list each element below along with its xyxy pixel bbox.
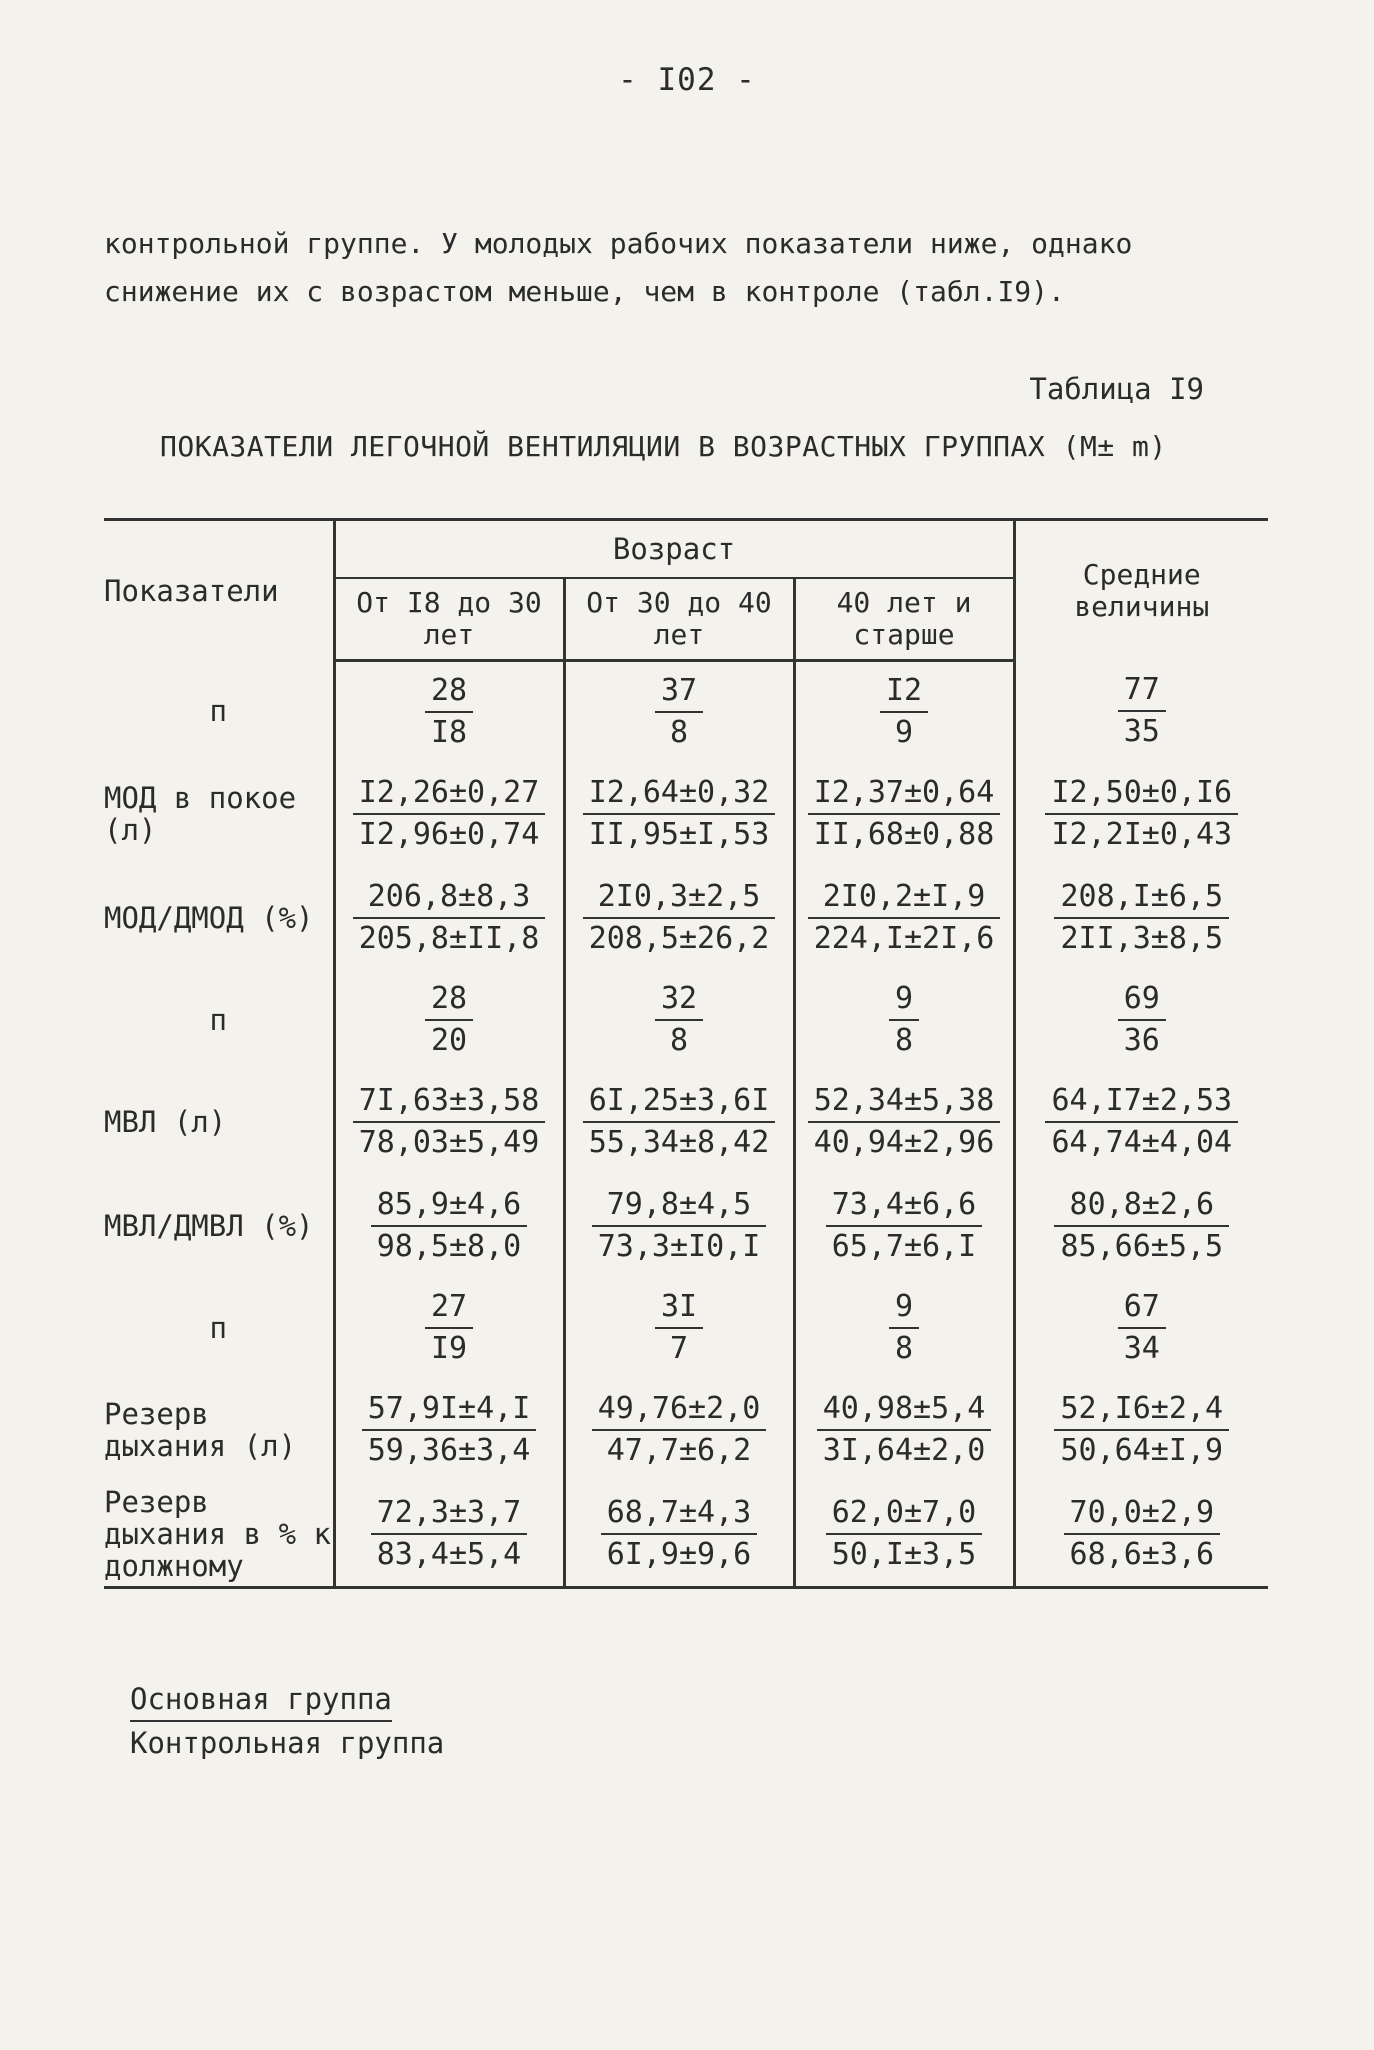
main-group-value: 67 — [1118, 1287, 1166, 1329]
header-average — [1014, 520, 1268, 661]
main-group-value: 2I0,2±I,9 — [808, 877, 1001, 919]
main-group-value: 52,34±5,38 — [808, 1081, 1001, 1123]
main-group-value: 85,9±4,6 — [371, 1185, 528, 1227]
main-group-value: 6I,25±3,6I — [583, 1081, 776, 1123]
header-age-40-plus: 40 лет и старше — [794, 578, 1014, 661]
value-cell — [1014, 1378, 1268, 1482]
fraction — [880, 671, 928, 753]
fraction — [583, 1081, 776, 1163]
fraction — [1045, 773, 1238, 855]
table-row — [104, 1278, 1268, 1378]
main-group-value: 62,0±7,0 — [826, 1493, 983, 1535]
value-cell — [564, 762, 794, 866]
table-row — [104, 1378, 1268, 1482]
control-group-value: 85,66±5,5 — [1060, 1229, 1224, 1264]
control-group-value: 50,I±3,5 — [831, 1537, 977, 1572]
fraction — [808, 1081, 1001, 1163]
fraction — [592, 1389, 767, 1471]
header-age: Возраст — [334, 520, 1014, 579]
fraction — [808, 773, 1001, 855]
row-label: МВЛ (л) — [104, 1070, 334, 1174]
fraction — [889, 979, 919, 1061]
fraction — [655, 979, 703, 1061]
row-label: Резерв дыхания (л) — [104, 1378, 334, 1482]
fraction — [425, 979, 473, 1061]
value-cell — [334, 661, 564, 763]
table-row — [104, 866, 1268, 970]
row-label: МВЛ/ДМВЛ (%) — [104, 1174, 334, 1278]
value-cell — [794, 866, 1014, 970]
fraction — [1054, 877, 1229, 959]
value-cell — [334, 1378, 564, 1482]
main-group-value: 9 — [889, 1287, 919, 1329]
control-group-value: 73,3±I0,I — [597, 1229, 761, 1264]
value-cell — [794, 1070, 1014, 1174]
row-label: п — [104, 661, 334, 763]
main-group-value: 37 — [655, 671, 703, 713]
fraction — [1045, 1081, 1238, 1163]
value-cell — [564, 1378, 794, 1482]
fraction — [583, 877, 776, 959]
row-label: Резерв дыхания в % к должному — [104, 1482, 334, 1588]
main-group-value: 79,8±4,5 — [592, 1185, 767, 1227]
main-group-value: 40,98±5,4 — [817, 1389, 992, 1431]
control-group-value: 65,7±6,I — [831, 1229, 977, 1264]
paragraph-line-2: снижение их с возрастом меньше, чем в контроле (табл.I9). — [104, 275, 1065, 308]
row-label: п — [104, 1278, 334, 1378]
fraction — [362, 1389, 537, 1471]
fraction — [1118, 670, 1166, 752]
main-group-value: 80,8±2,6 — [1054, 1185, 1229, 1227]
control-group-value: 208,5±26,2 — [588, 921, 770, 956]
control-group-value: 36 — [1123, 1023, 1160, 1058]
control-group-value: 78,03±5,49 — [358, 1125, 540, 1160]
fraction — [425, 1287, 473, 1369]
row-label: МОД/ДМОД (%) — [104, 866, 334, 970]
fraction — [583, 773, 776, 855]
main-group-value: 2I0,3±2,5 — [583, 877, 776, 919]
control-group-value: I8 — [430, 715, 468, 750]
table-title: ПОКАЗАТЕЛИ ЛЕГОЧНОЙ ВЕНТИЛЯЦИИ В ВОЗРАСТНЫХ ГРУППАХ (M± m) — [160, 430, 1167, 463]
control-group-value: 34 — [1123, 1331, 1160, 1366]
value-cell — [334, 866, 564, 970]
fraction — [826, 1185, 983, 1267]
control-group-value: 6I,9±9,6 — [606, 1537, 752, 1572]
header-age-30-40: От 30 до 40 лет — [564, 578, 794, 661]
main-group-value: 27 — [425, 1287, 473, 1329]
ventilation-table — [104, 518, 1268, 1589]
control-group-value: 3I,64±2,0 — [822, 1433, 986, 1468]
fraction — [808, 877, 1001, 959]
fraction — [371, 1185, 528, 1267]
control-group-value: 50,64±I,9 — [1060, 1433, 1224, 1468]
control-group-value: 68,6±3,6 — [1069, 1537, 1215, 1572]
value-cell — [334, 762, 564, 866]
control-group-value: 20 — [430, 1023, 468, 1058]
main-group-value: 72,3±3,7 — [371, 1493, 528, 1535]
main-group-value: 69 — [1118, 979, 1166, 1021]
value-cell — [1014, 661, 1268, 763]
value-cell — [794, 1278, 1014, 1378]
table-row — [104, 762, 1268, 866]
main-group-value: I2 — [880, 671, 928, 713]
table-row — [104, 1174, 1268, 1278]
control-group-value: II,68±0,88 — [813, 817, 995, 852]
main-group-value: 52,I6±2,4 — [1054, 1389, 1229, 1431]
main-group-value: 73,4±6,6 — [826, 1185, 983, 1227]
table-label: Таблица I9 — [1029, 372, 1204, 406]
value-cell — [794, 1482, 1014, 1588]
control-group-value: 8 — [669, 715, 689, 750]
main-group-value: I2,50±0,I6 — [1045, 773, 1238, 815]
value-cell — [564, 1174, 794, 1278]
value-cell — [794, 762, 1014, 866]
value-cell — [564, 1482, 794, 1588]
control-group-value: I2,96±0,74 — [358, 817, 540, 852]
control-group-value: 55,34±8,42 — [588, 1125, 770, 1160]
legend — [130, 1678, 444, 1764]
fraction — [601, 1493, 758, 1575]
table-row — [104, 661, 1268, 763]
value-cell — [1014, 1482, 1268, 1588]
fraction — [592, 1185, 767, 1267]
header-age-18-30: От I8 до 30 лет — [334, 578, 564, 661]
value-cell — [1014, 762, 1268, 866]
control-group-value: 8 — [894, 1023, 914, 1058]
control-group-value: 59,36±3,4 — [367, 1433, 531, 1468]
fraction — [353, 1081, 546, 1163]
legend-control-group: Контрольная группа — [130, 1726, 445, 1760]
intro-paragraph — [104, 220, 1274, 316]
fraction — [1064, 1493, 1221, 1575]
control-group-value: 47,7±6,2 — [606, 1433, 752, 1468]
fraction — [1118, 1287, 1166, 1369]
control-group-value: 9 — [894, 715, 914, 750]
control-group-value: 83,4±5,4 — [376, 1537, 522, 1572]
control-group-value: 40,94±2,96 — [813, 1125, 995, 1160]
value-cell — [1014, 970, 1268, 1070]
control-group-value: 64,74±4,04 — [1051, 1125, 1233, 1160]
main-group-value: 64,I7±2,53 — [1045, 1081, 1238, 1123]
value-cell — [1014, 1174, 1268, 1278]
value-cell — [794, 1378, 1014, 1482]
main-group-value: 32 — [655, 979, 703, 1021]
fraction — [655, 1287, 703, 1369]
paragraph-line-1: контрольной группе. У молодых рабочих показатели ниже, однако — [104, 227, 1133, 260]
fraction — [826, 1493, 983, 1575]
control-group-value: 224,I±2I,6 — [813, 921, 995, 956]
legend-main-group: Основная группа — [130, 1678, 392, 1722]
value-cell — [794, 1174, 1014, 1278]
fraction — [371, 1493, 528, 1575]
main-group-value: 28 — [425, 979, 473, 1021]
control-group-value: 98,5±8,0 — [376, 1229, 522, 1264]
value-cell — [1014, 866, 1268, 970]
main-group-value: 49,76±2,0 — [592, 1389, 767, 1431]
main-group-value: 70,0±2,9 — [1064, 1493, 1221, 1535]
control-group-value: 7 — [669, 1331, 689, 1366]
control-group-value: 8 — [894, 1331, 914, 1366]
main-group-value: I2,64±0,32 — [583, 773, 776, 815]
control-group-value: 2II,3±8,5 — [1060, 921, 1224, 956]
main-group-value: 57,9I±4,I — [362, 1389, 537, 1431]
value-cell — [794, 661, 1014, 763]
control-group-value: 35 — [1123, 714, 1160, 750]
fraction — [425, 671, 473, 753]
control-group-value: I9 — [430, 1331, 468, 1366]
main-group-value: 68,7±4,3 — [601, 1493, 758, 1535]
table-row — [104, 1070, 1268, 1174]
main-group-value: I2,26±0,27 — [353, 773, 546, 815]
value-cell — [334, 970, 564, 1070]
table-body — [104, 661, 1268, 1588]
page-number: - I02 - — [618, 62, 756, 98]
fraction — [817, 1389, 992, 1471]
fraction — [655, 671, 703, 753]
value-cell — [334, 1070, 564, 1174]
fraction — [889, 1287, 919, 1369]
main-group-value: 77 — [1118, 670, 1166, 712]
value-cell — [564, 970, 794, 1070]
value-cell — [1014, 1278, 1268, 1378]
row-label: п — [104, 970, 334, 1070]
main-group-value: 208,I±6,5 — [1054, 877, 1229, 919]
header-average-line1: Средние — [1082, 557, 1201, 591]
control-group-value: 205,8±II,8 — [358, 921, 540, 956]
value-cell — [564, 661, 794, 763]
table-row — [104, 970, 1268, 1070]
header-average-line2: величины — [1074, 589, 1210, 623]
main-group-value: 9 — [889, 979, 919, 1021]
value-cell — [564, 866, 794, 970]
main-group-value: 3I — [655, 1287, 703, 1329]
fraction — [353, 773, 546, 855]
value-cell — [564, 1278, 794, 1378]
control-group-value: I2,2I±0,43 — [1051, 817, 1233, 852]
value-cell — [334, 1278, 564, 1378]
control-group-value: 8 — [669, 1023, 689, 1058]
ventilation-table-wrapper — [104, 518, 1268, 1589]
main-group-value: 7I,63±3,58 — [353, 1081, 546, 1123]
control-group-value: II,95±I,53 — [588, 817, 770, 852]
main-group-value: 206,8±8,3 — [353, 877, 546, 919]
fraction — [1054, 1389, 1229, 1471]
main-group-value: I2,37±0,64 — [808, 773, 1001, 815]
value-cell — [564, 1070, 794, 1174]
table-row — [104, 1482, 1268, 1588]
fraction — [353, 877, 546, 959]
fraction — [1054, 1185, 1229, 1267]
value-cell — [334, 1482, 564, 1588]
value-cell — [794, 970, 1014, 1070]
main-group-value: 28 — [425, 671, 473, 713]
fraction — [1118, 979, 1166, 1061]
row-label: МОД в покое (л) — [104, 762, 334, 866]
header-indicators: Показатели — [104, 520, 334, 661]
value-cell — [1014, 1070, 1268, 1174]
value-cell — [334, 1174, 564, 1278]
